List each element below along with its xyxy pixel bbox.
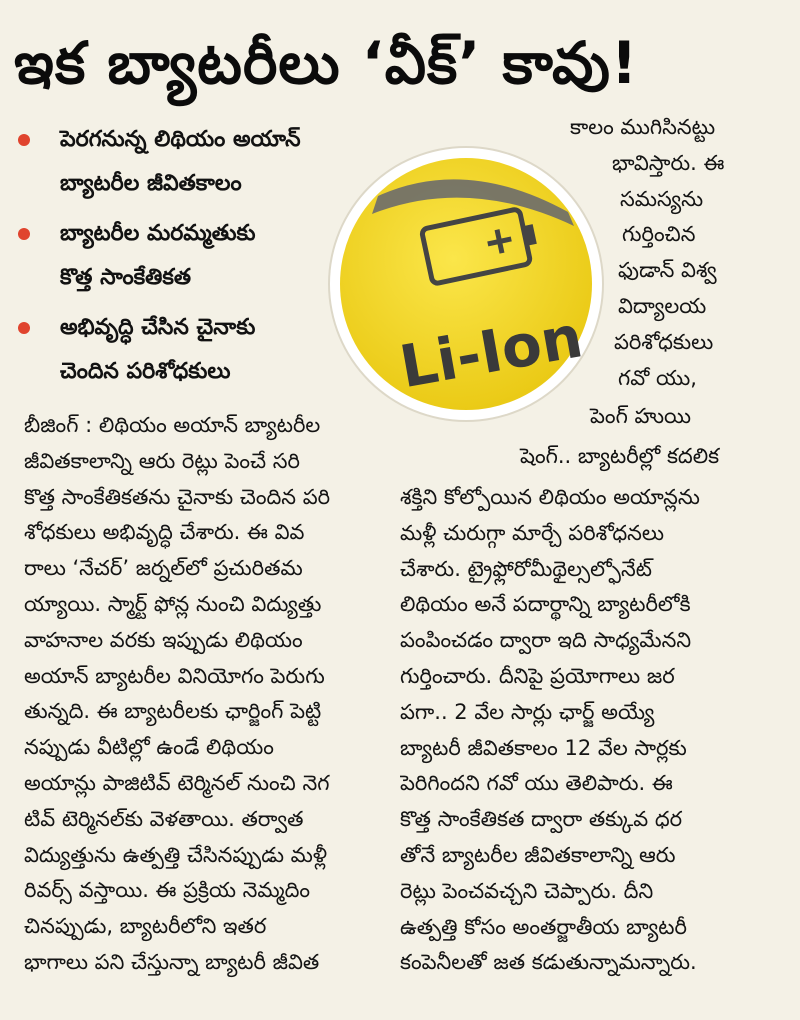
bullet-dot-icon — [18, 322, 30, 334]
text-line: చేశారు. ట్రైఫ్లోరోమీథైల్సల్ఫోనేట్ — [400, 556, 652, 581]
text-line: కొత్త సాంకేతికత ద్వారా తక్కువ ధర — [400, 807, 683, 832]
li-ion-battery-image — [338, 156, 594, 412]
text-line: బీజింగ్ : లిథియం అయాన్ బ్యాటరీల — [24, 413, 321, 437]
text-line: మళ్లీ చురుగ్గా మార్చే పరిశోధనలు — [400, 520, 665, 545]
text-line: సమస్యను — [620, 186, 704, 211]
bullet-line: చెందిన పరిశోధకులు — [60, 359, 231, 384]
text-line: పరిశోధకులు — [614, 329, 714, 354]
text-line: చినప్పుడు, బ్యాటరీలోని ఇతర — [24, 914, 267, 939]
text-line: ఉత్పత్తి కోసం అంతర్జాతీయ బ్యాటరీ — [400, 914, 687, 939]
left-column — [24, 408, 389, 981]
text-line: జీవితకాలాన్ని ఆరు రెట్లు పెంచే సరి — [24, 448, 300, 473]
text-line: భాగాలు పని చేస్తున్నా బ్యాటరీ జీవిత — [24, 949, 320, 974]
text-line: పెంగ్ హుయి — [590, 404, 691, 428]
headline: ఇక బ్యాటరీలు ‘వీక్’ కావు! — [14, 29, 639, 97]
right-top-column — [570, 110, 790, 396]
bullet-dot-icon — [18, 228, 30, 240]
text-line: తున్నది. ఈ బ్యాటరీలకు ఛార్జింగ్ పెట్టి — [24, 699, 322, 724]
battery-photo — [330, 148, 602, 420]
bullet-line: బ్యాటరీల మరమ్మతుకు — [60, 221, 256, 246]
text-line: గుర్తించారు. దీనిపై ప్రయోగాలు జర — [400, 663, 675, 688]
text-line: పగా.. 2 వేల సార్లు ఛార్జ్ అయ్యే — [400, 699, 655, 724]
text-line: అయాన్ బ్యాటరీల వినియోగం పెరుగు — [24, 663, 325, 688]
text-line: నప్పుడు వీటిల్లో ఉండే లిథియం — [24, 735, 274, 760]
summary-bullet — [12, 306, 352, 394]
summary-bullet — [12, 212, 352, 300]
text-line: అయాన్లు పాజిటివ్ టెర్మినల్ నుంచి నెగ — [24, 770, 330, 795]
bullet-line: పెరగనున్న లిథియం అయాన్ — [60, 127, 301, 152]
text-line: పెరిగిందని గవో యు తెలిపారు. ఈ — [400, 771, 673, 796]
text-line: రాలు ‘నేచర్’ జర్నల్‌లో ప్రచురితమ — [24, 556, 303, 581]
text-line: రివర్స్ వస్తాయి. ఈ ప్రక్రియ నెమ్మదిం — [24, 878, 311, 903]
text-line: కాలం ముగిసినట్టు — [570, 115, 716, 139]
bullet-dot-icon — [18, 134, 30, 146]
text-line: బ్యాటరీ జీవితకాలం 12 వేల సార్లకు — [400, 735, 687, 760]
bullet-line: అభివృద్ధి చేసిన చైనాకు — [60, 315, 256, 340]
text-line: ఫుడాన్ విశ్వ — [618, 258, 717, 283]
bullet-line: బ్యాటరీల జీవితకాలం — [60, 171, 242, 196]
summary-bullets — [12, 118, 352, 400]
text-line: పంపించడం ద్వారా ఇది సాధ్యమేనని — [400, 628, 692, 653]
summary-bullet — [12, 118, 352, 206]
text-line: షెంగ్.. బ్యాటరీల్లో కదలిక — [520, 444, 720, 468]
text-line: కంపెనీలతో జత కడుతున్నామన్నారు. — [400, 950, 697, 975]
text-line: శక్తిని కోల్పోయిన లిథియం అయాన్లను — [400, 485, 700, 509]
bullet-line: కొత్త సాంకేతికత — [60, 265, 191, 290]
text-line: వాహనాల వరకు ఇప్పుడు లిథియం — [24, 627, 303, 652]
text-line: భావిస్తారు. ఈ — [612, 150, 725, 175]
text-line: విద్యాలయ — [618, 293, 707, 318]
text-line: రెట్లు పెంచవచ్చని చెప్పారు. దీని — [400, 878, 654, 903]
text-line: య్యాయి. స్మార్ట్ ఫోన్ల నుంచి విద్యుత్తు — [24, 591, 322, 616]
text-line: గుర్తించిన — [622, 222, 696, 247]
text-line: లిథియం అనే పదార్థాన్ని బ్యాటరీలోకి — [400, 592, 691, 617]
text-line: విద్యుత్తును ఉత్పత్తి చేసినప్పుడు మళ్లీ — [24, 842, 328, 867]
text-line: టివ్ టెర్మినల్‌కు వెళతాయి. తర్వాత — [24, 806, 304, 831]
right-column — [400, 480, 775, 981]
li-ion-label: Li-Ion — [394, 302, 588, 402]
text-line: గవో యు, — [618, 365, 697, 390]
text-line: కొత్త సాంకేతికతను చైనాకు చెందిన పరి — [24, 484, 331, 509]
text-line: తోనే బ్యాటరీల జీవితకాలాన్ని ఆరు — [400, 842, 676, 867]
text-line: శోధకులు అభివృద్ధి చేశారు. ఈ వివ — [24, 520, 305, 545]
